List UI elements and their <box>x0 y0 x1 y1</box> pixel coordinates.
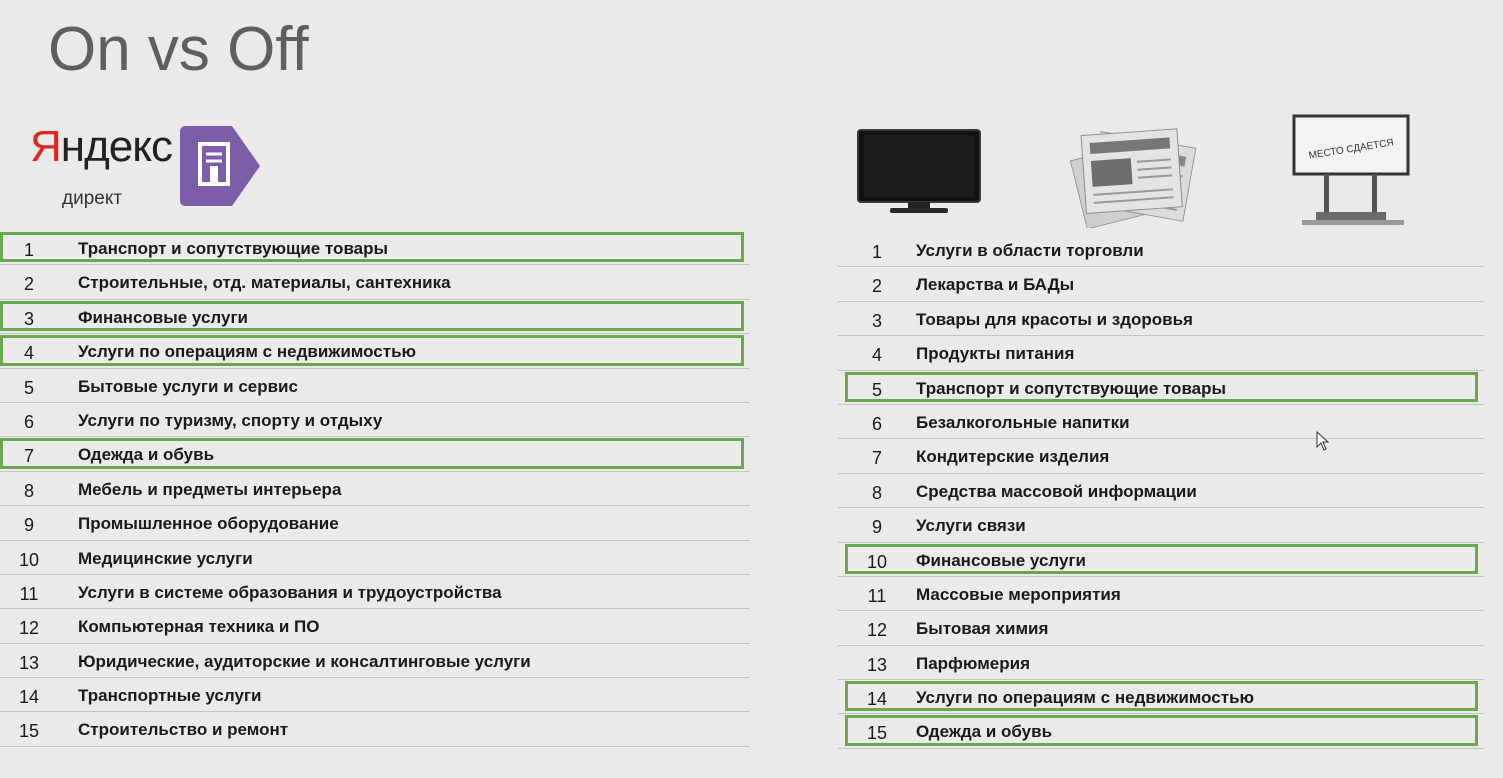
yandex-direct-logo <box>30 122 170 214</box>
list-item <box>838 577 1484 611</box>
category-label: Безалкогольные напитки <box>916 412 1130 432</box>
rank-number: 14 <box>18 687 40 708</box>
category-label: Товары для красоты и здоровья <box>916 309 1193 329</box>
list-item <box>838 302 1484 336</box>
category-label: Средства массовой информации <box>916 481 1197 501</box>
slide-title: On vs Off <box>48 15 309 84</box>
rank-number: 13 <box>18 652 40 673</box>
right-ranking-list <box>838 233 1484 749</box>
category-label: Бытовые услуги и сервис <box>78 376 298 396</box>
rank-number: 12 <box>866 620 888 641</box>
category-label: Юридические, аудиторские и консалтинговые услуги <box>78 651 531 671</box>
mouse-cursor-icon <box>1316 431 1330 451</box>
category-label: Кондитерские изделия <box>916 447 1110 467</box>
list-item-highlighted <box>0 334 750 368</box>
list-item <box>838 336 1484 370</box>
rank-number: 1 <box>23 240 34 260</box>
rank-number: 6 <box>871 413 882 434</box>
category-label: Парфюмерия <box>916 653 1031 673</box>
list-item <box>838 611 1484 645</box>
rank-number: 2 <box>871 276 882 297</box>
category-label: Бытовая химия <box>916 619 1049 639</box>
rank-number: 4 <box>23 343 34 364</box>
rank-number: 9 <box>23 515 34 536</box>
list-item-highlighted <box>838 680 1484 714</box>
yandex-wordmark <box>30 122 172 172</box>
category-label: Финансовые услуги <box>916 550 1086 570</box>
rank-number: 2 <box>23 274 34 295</box>
list-item <box>838 233 1484 267</box>
yandex-wordmark-rest: ндекс <box>60 122 172 171</box>
rank-number: 5 <box>871 379 882 400</box>
list-item <box>0 506 750 540</box>
category-label: Продукты питания <box>916 344 1075 364</box>
category-label: Лекарства и БАДы <box>916 275 1075 295</box>
list-item <box>0 678 750 712</box>
list-item-highlighted <box>0 231 750 265</box>
rank-number: 6 <box>23 411 34 432</box>
category-label: Услуги в системе образования и трудоустройства <box>78 582 502 602</box>
rank-number: 8 <box>23 480 34 501</box>
rank-number: 12 <box>18 618 40 639</box>
rank-number: 10 <box>866 551 888 572</box>
category-label: Услуги по операциям с недвижимостью <box>78 342 417 362</box>
list-item <box>0 472 750 506</box>
category-label: Мебель и предметы интерьера <box>78 479 342 499</box>
category-label: Промышленное оборудование <box>78 514 339 534</box>
rank-number: 11 <box>19 583 39 604</box>
list-item <box>838 646 1484 680</box>
list-item-highlighted <box>0 300 750 334</box>
list-item <box>0 644 750 678</box>
list-item <box>0 369 750 403</box>
list-item <box>838 508 1484 542</box>
rank-number: 7 <box>871 448 882 469</box>
rank-number: 9 <box>871 517 882 538</box>
list-item <box>0 712 750 746</box>
rank-number: 14 <box>866 689 888 710</box>
rank-number: 13 <box>866 654 888 675</box>
list-item-highlighted <box>838 714 1484 748</box>
tv-icon <box>856 128 982 216</box>
list-item <box>0 609 750 643</box>
category-label: Медицинские услуги <box>78 548 253 568</box>
rank-number: 7 <box>23 446 34 467</box>
category-label: Одежда и обувь <box>916 722 1053 742</box>
list-item <box>838 267 1484 301</box>
list-item-highlighted <box>0 437 750 471</box>
list-item <box>0 575 750 609</box>
category-label: Услуги по туризму, спорту и отдыху <box>78 410 383 430</box>
category-label: Финансовые услуги <box>78 307 248 327</box>
list-item <box>838 474 1484 508</box>
billboard-text: МЕСТО СДАЕТСЯ <box>1308 137 1395 162</box>
rank-number: 11 <box>867 585 887 606</box>
category-label: Массовые мероприятия <box>916 584 1121 604</box>
category-label: Транспорт и сопутствующие товары <box>78 239 389 258</box>
billboard-icon <box>1288 114 1414 228</box>
list-item <box>838 439 1484 473</box>
rank-number: 10 <box>18 549 40 570</box>
left-ranking-list <box>0 231 750 747</box>
category-label: Транспорт и сопутствующие товары <box>916 378 1227 398</box>
list-item <box>0 541 750 575</box>
rank-number: 8 <box>871 482 882 503</box>
list-item-highlighted <box>838 371 1484 405</box>
rank-number: 15 <box>866 723 888 744</box>
rank-number: 15 <box>18 721 40 742</box>
category-label: Транспортные услуги <box>78 686 262 706</box>
yandex-direct-caption: директ <box>62 188 123 209</box>
direct-icon <box>180 126 260 206</box>
list-item <box>838 405 1484 439</box>
yandex-wordmark-first-letter: Я <box>30 122 61 171</box>
list-item-highlighted <box>838 543 1484 577</box>
category-label: Одежда и обувь <box>78 445 215 465</box>
list-item <box>0 403 750 437</box>
category-label: Услуги по операциям с недвижимостью <box>916 688 1255 708</box>
category-label: Услуги в области торговли <box>916 241 1144 260</box>
rank-number: 3 <box>23 308 34 329</box>
rank-number: 5 <box>23 377 34 398</box>
category-label: Компьютерная техника и ПО <box>78 617 320 637</box>
category-label: Строительство и ремонт <box>78 720 289 740</box>
newspapers-icon <box>1068 124 1200 228</box>
list-item <box>0 265 750 299</box>
rank-number: 3 <box>871 310 882 331</box>
category-label: Строительные, отд. материалы, сантехника <box>78 273 451 293</box>
rank-number: 1 <box>871 242 882 262</box>
category-label: Услуги связи <box>916 516 1026 536</box>
rank-number: 4 <box>871 345 882 366</box>
